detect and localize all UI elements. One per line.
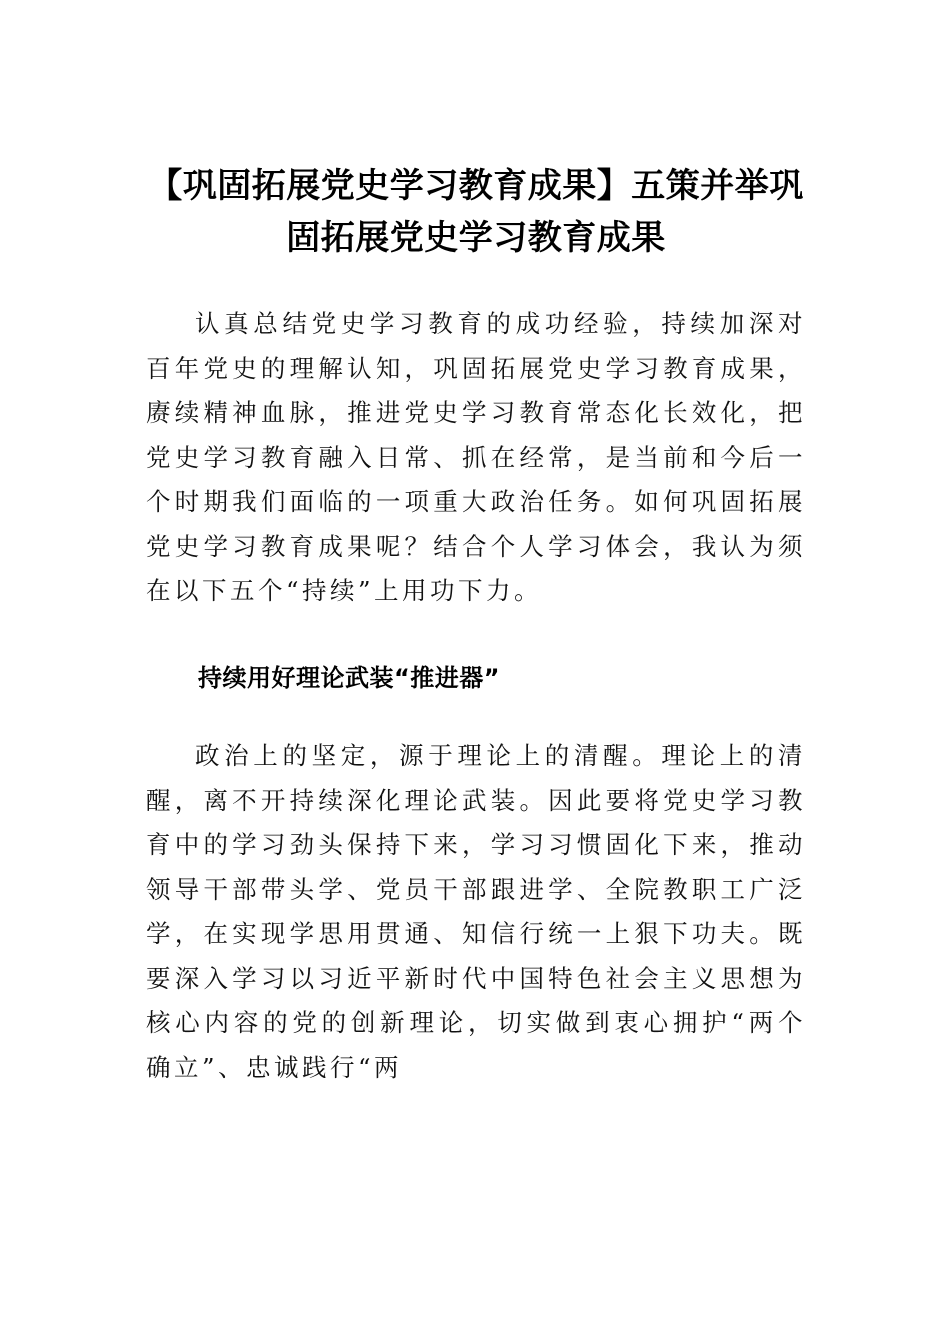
section-paragraph: 政治上的坚定，源于理论上的清醒。理论上的清醒，离不开持续深化理论武装。因此要将党史学习教育中的学习劲头保持下来，学习习惯固化下来，推动领导干部带头学、党员干部跟进学、全院教职工广泛学，在实现学思用贯通、知信行统一上狠下功夫。既要深入学习以习近平新时代中国特色社会主义思想为核心内容的党的创新理论，切实做到衷心拥护“两个确立”、忠诚践行“两 bbox=[146, 741, 806, 1082]
section-heading: 持续用好理论武装“推进器” bbox=[198, 664, 501, 692]
document-title: 【巩固拓展党史学习教育成果】五策并举巩固拓展党史学习教育成果 bbox=[148, 166, 804, 258]
intro-paragraph: 认真总结党史学习教育的成功经验，持续加深对百年党史的理解认知，巩固拓展党史学习教育成果，赓续精神血脉，推进党史学习教育常态化长效化，把党史学习教育融入日常、抓在经常，是当前和今后一个时期我们面临的一项重大政治任务。如何巩固拓展党史学习教育成果呢？结合个人学习体会，我认为须在以下五个“持续”上用功下力。 bbox=[146, 309, 806, 605]
